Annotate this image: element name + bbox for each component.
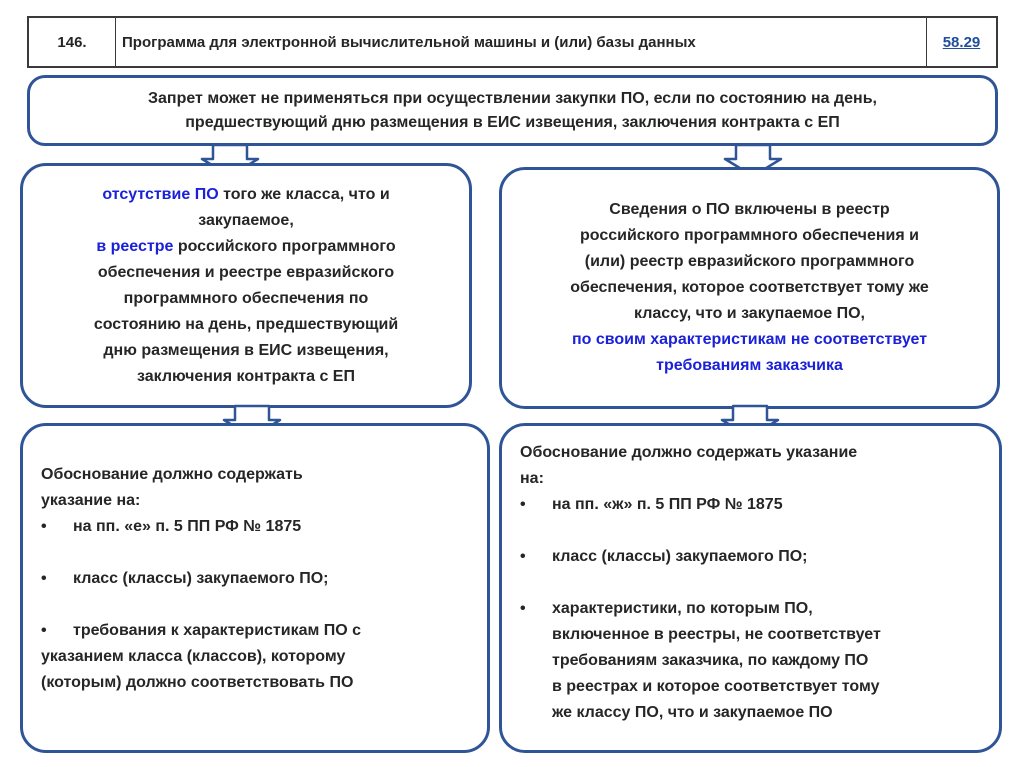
left-justification-item-2-text: класс (классы) закупаемого ПО; [73,570,329,587]
bullet: • [41,622,47,639]
right-justification-intro-2: на: [520,470,544,487]
bullet: • [520,548,526,565]
bullet: • [41,518,47,535]
bullet: • [41,570,47,587]
right-justification-item-3-line-4: в реестрах и которое соответствует тому [552,678,880,695]
right-justification-item-3 [520,596,989,726]
item-number: 146. [29,18,116,66]
right-condition-line-7: требованиям заказчика [656,357,843,374]
left-condition-line-8: заключения контракта с ЕП [137,367,355,385]
right-justification-item-2 [520,544,989,570]
right-condition-line-3: (или) реестр евразийского программного [584,253,915,270]
right-justification-item-2-text: класс (классы) закупаемого ПО; [552,548,808,565]
right-justification-item-3-line-1: характеристики, по которым ПО, [552,600,813,617]
right-justification-box [499,423,1002,753]
right-justification-item-3-text [552,596,881,726]
right-condition-line-4: обеспечения, которое соответствует тому же [570,279,929,296]
right-justification-item-3-line-3: требованиям заказчика, по каждому ПО [552,652,869,669]
right-justification-item-1-text: на пп. «ж» п. 5 ПП РФ № 1875 [552,496,783,513]
bullet: • [520,496,526,513]
okpd-code-link[interactable]: 58.29 [942,33,981,51]
left-justification-item-3-line-1: требования к характеристикам ПО с [73,622,362,639]
top-statement-line-1: Запрет может не применяться при осуществлении закупки ПО, если по состоянию на день, [148,89,877,107]
no-software-highlight: отсутствие ПО [102,185,219,203]
right-condition-line-5: классу, что и закупаемое ПО, [634,305,865,322]
right-justification-item-3-line-5: же классу ПО, что и закупаемое ПО [552,704,833,721]
left-condition-line-7: дню размещения в ЕИС извещения, [103,341,389,359]
left-justification-item-3-line-2: указанием класса (классов), которому [41,648,346,665]
left-justification-intro-1: Обоснование должно содержать [41,466,303,483]
right-justification-item-3-line-2: включенное в реестры, не соответствует [552,626,881,643]
right-condition-line-6: по своим характеристикам не соответствует [571,331,928,348]
left-condition-line-2: закупаемое, [198,211,294,229]
left-condition-line-5: программного обеспечения по [123,289,369,307]
left-justification-item-1-text: на пп. «е» п. 5 ПП РФ № 1875 [73,518,302,535]
left-condition-line-1-rest: того же класса, что и [218,185,390,203]
left-justification-item-3 [41,618,477,696]
header-row [27,16,998,68]
right-justification-item-1 [520,492,989,518]
left-condition-box [20,163,472,408]
in-registry-highlight: в реестре [96,237,174,255]
left-justification-intro-2: указание на: [41,492,141,509]
left-condition-line-1 [102,182,389,208]
left-justification-item-3-line-3: (которым) должно соответствовать ПО [41,674,354,691]
right-condition-box [499,167,1000,409]
left-justification-item-2 [41,566,477,592]
left-condition-line-6: состоянию на день, предшествующий [93,315,399,333]
right-justification-intro-1: Обоснование должно содержать указание [520,444,858,461]
top-statement-line-2: предшествующий дню размещения в ЕИС извещения, заключения контракта с ЕП [185,113,840,131]
item-title: Программа для электронной вычислительной машины и (или) базы данных [116,18,927,66]
top-statement-box [27,75,998,146]
left-condition-line-3 [96,234,395,260]
right-condition-line-1: Сведения о ПО включены в реестр [609,201,890,218]
right-condition-line-2: российского программного обеспечения и [580,227,919,244]
left-condition-line-4: обеспечения и реестре евразийского [97,263,395,281]
left-condition-line-3-rest: российского программного [173,237,396,255]
left-justification-item-1 [41,514,477,540]
left-justification-box [20,423,490,753]
bullet: • [520,600,526,617]
